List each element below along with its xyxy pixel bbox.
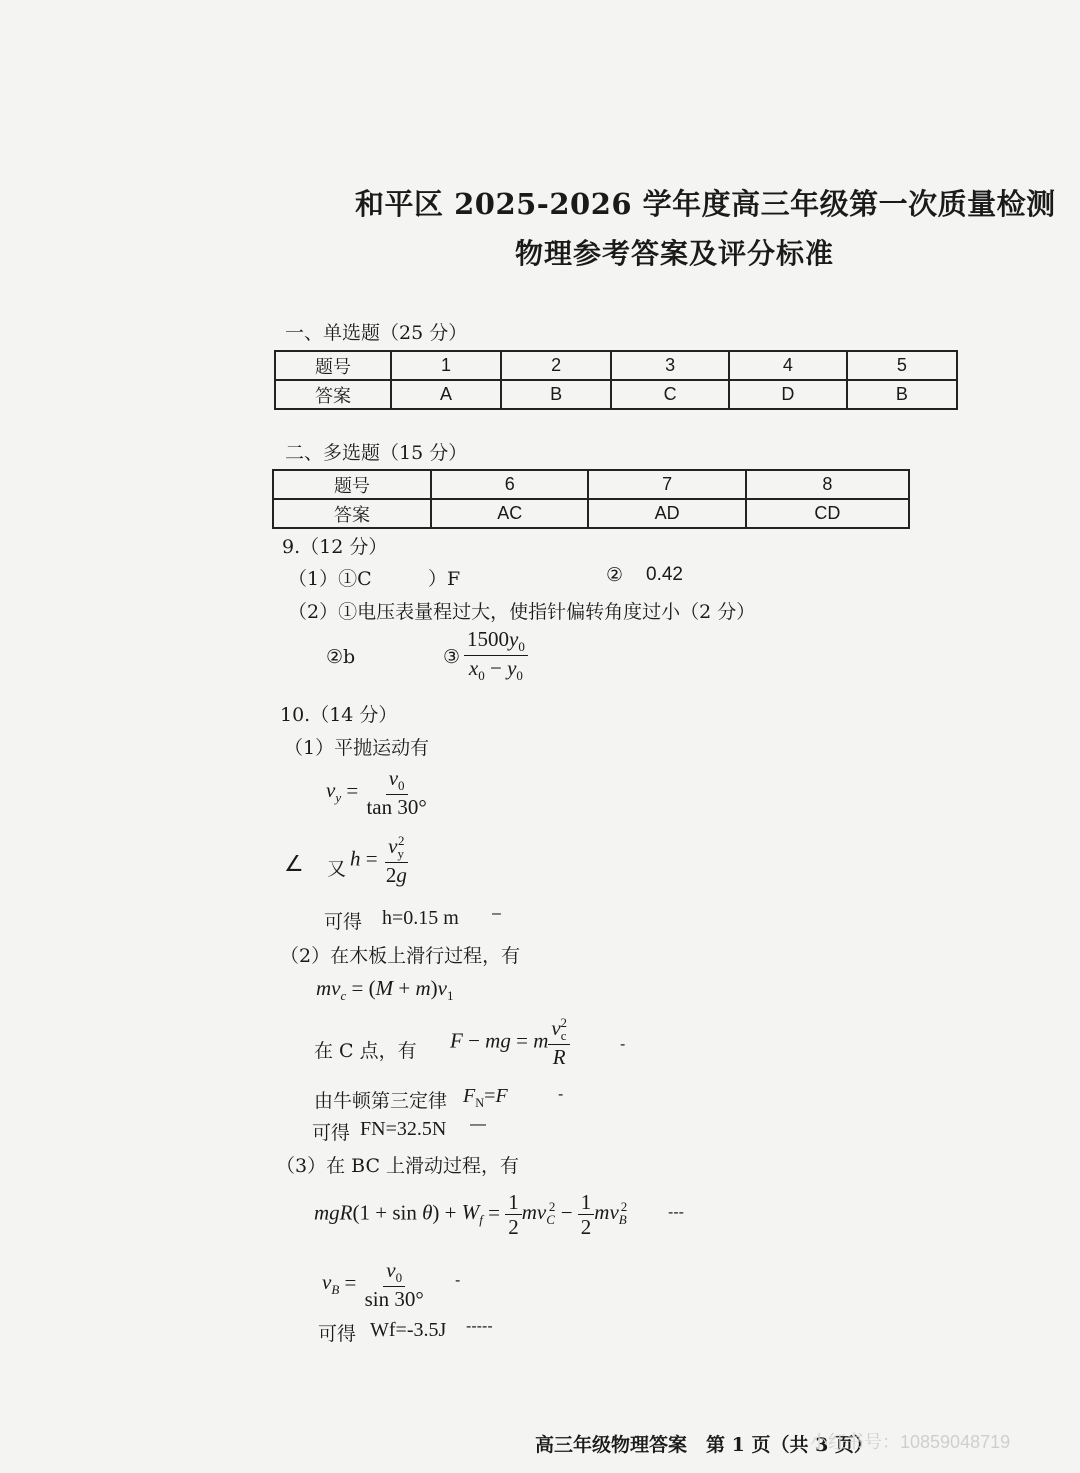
page-subtitle: 物理参考答案及评分标准	[515, 237, 835, 270]
q9-formula: $\frac{1500y_0}{x_0 - y_0}$	[464, 627, 528, 684]
formula-vB: $v_B$ = $\frac{v_0}{\sin 30^\circ}$	[322, 1258, 424, 1312]
row-label: 答案	[273, 499, 431, 528]
q10-newton: 由牛顿第三定律	[314, 1090, 448, 1112]
q10-result1-label: 可得	[324, 911, 363, 933]
page-title: 和平区 2025-2026 学年度高三年级第一次质量检测	[355, 187, 1056, 221]
multi-choice-table	[272, 469, 910, 529]
answer-cell: AC	[431, 499, 588, 528]
q9-part1-label: （1）①C	[288, 568, 372, 590]
score-dash: —	[470, 1116, 486, 1133]
question-number: 6	[431, 470, 588, 499]
formula-force-C: F − mg = m $\frac{v_c^2}{R}$	[450, 1016, 570, 1069]
row-label: 题号	[275, 351, 391, 380]
score-dash: -	[620, 1036, 626, 1053]
q10-atC: 在 C 点，有	[314, 1040, 417, 1062]
score-dash: -----	[466, 1318, 493, 1335]
q9-part1-value: 0.42	[646, 564, 683, 585]
q9-heading: 9.（12 分）	[282, 536, 388, 558]
formula-h: h = $\frac{v_y^2}{2g}$	[350, 833, 407, 888]
check-mark-icon: ∠	[284, 852, 304, 877]
table-row	[275, 351, 957, 380]
table-row	[273, 499, 909, 528]
q9-part1-answer-f: ）F	[428, 568, 461, 590]
section2-heading: 二、多选题（15 分）	[285, 442, 468, 464]
score-dash: –	[492, 905, 501, 922]
score-dash: ---	[668, 1204, 684, 1221]
formula-energy: $mgR(1 + \sin \theta) + W_f$ = $\frac{1}{2}$ $mv_C^2$ − $\frac{1}{2}$ $mv_B^2$	[314, 1190, 628, 1240]
question-number: 8	[746, 470, 909, 499]
q10-result1-value: h=0.15 m	[382, 907, 459, 929]
row-label: 题号	[273, 470, 431, 499]
section1-heading: 一、单选题（25 分）	[285, 322, 468, 344]
table-row	[275, 380, 957, 409]
q10-part1-intro: （1）平抛运动有	[284, 737, 430, 759]
answer-cell: C	[611, 380, 729, 409]
answer-cell: B	[847, 380, 957, 409]
question-number: 3	[611, 351, 729, 380]
page-footer: 高三年级物理答案 第 1 页（共 3 页）	[535, 1434, 873, 1456]
score-dash: -	[558, 1086, 564, 1103]
q10-result3-label: 可得	[318, 1323, 357, 1345]
q10-result3-value: Wf=-3.5J	[370, 1319, 447, 1341]
question-number: 2	[501, 351, 611, 380]
formula-momentum: $mv_c = (M + m)v_1$	[316, 976, 454, 1004]
formula-newton3: $F_N=F$	[463, 1085, 508, 1110]
table-row	[273, 470, 909, 499]
q9-part2-label: （2）①电压表量程过大，使指针偏转角度过小（2 分）	[288, 601, 756, 623]
answer-cell: CD	[746, 499, 909, 528]
score-dash: -	[455, 1272, 461, 1289]
q10-result2-label: 可得	[312, 1122, 351, 1144]
question-number: 7	[588, 470, 745, 499]
question-number: 1	[391, 351, 501, 380]
answer-cell: AD	[588, 499, 745, 528]
q9-part1-circle2: ②	[606, 564, 624, 586]
answer-cell: B	[501, 380, 611, 409]
q10-heading: 10.（14 分）	[280, 704, 398, 726]
q9-part2-b: ②b	[326, 646, 356, 668]
watermark: 小红书号：10859048719	[810, 1432, 1011, 1452]
question-number: 5	[847, 351, 957, 380]
single-choice-table	[274, 350, 958, 410]
q10-part2-intro: （2）在木板上滑行过程，有	[280, 945, 521, 967]
formula-vy: $v_y$ = $\frac{v_0}{\tan 30^\circ}$	[326, 766, 427, 820]
q10-part3-intro: （3）在 BC 上滑动过程，有	[276, 1155, 520, 1177]
q10-result2-value: FN=32.5N	[360, 1118, 447, 1140]
q10-also: 又	[327, 858, 347, 880]
answer-cell: D	[729, 380, 847, 409]
answer-cell: A	[391, 380, 501, 409]
row-label: 答案	[275, 380, 391, 409]
question-number: 4	[729, 351, 847, 380]
q9-part2-circle3: ③	[443, 646, 461, 668]
